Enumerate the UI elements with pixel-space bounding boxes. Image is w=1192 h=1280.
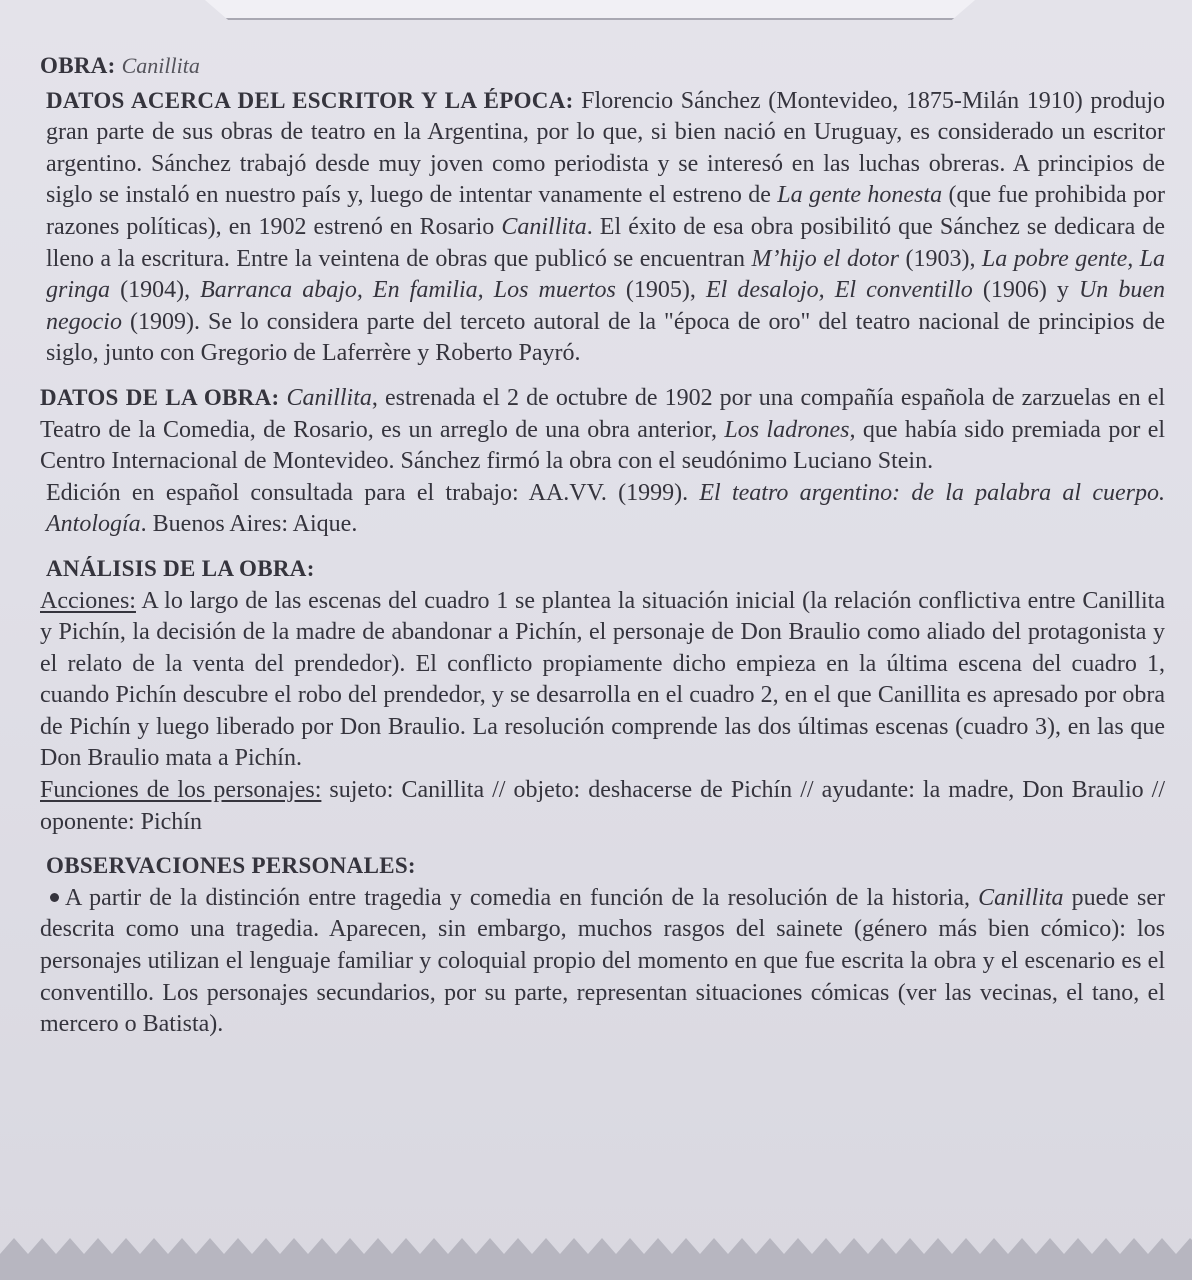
datos-obra-italic-2: Los ladrones, (724, 416, 856, 443)
observaciones-paragraph (40, 883, 1165, 1041)
escritor-italic-4: La pobre gente, La gringa (46, 245, 1166, 304)
escritor-text-7: (1906) y (972, 277, 1079, 304)
escritor-heading: DATOS ACERCA DEL ESCRITOR Y LA ÉPOCA: (46, 87, 574, 113)
obra-label: OBRA: (40, 53, 116, 78)
obra-value: Canillita (121, 53, 200, 78)
escritor-text-8: (1909). Se lo considera parte del terceto autoral de la "época de oro" del teatro nacional de principios de siglo, junto con Gregorio de Laferrère y Roberto Payró. (46, 308, 1165, 367)
edicion-line (40, 478, 1165, 541)
spacer (40, 838, 1165, 850)
observaciones-heading: OBSERVACIONES PERSONALES: (46, 853, 416, 879)
escritor-text-1: Florencio Sánchez (Montevideo, 1875-Milán 1910) produjo gran parte de sus obras de teatro en la Argentina, por lo que, si bien nació en Uruguay, es considerado un escritor argentino. Sánchez trabajó desde muy joven como periodista y se interesó en las luchas obreras. A principios de siglo se instaló en nuestro país y, luego de intentar vanamente el estreno de (46, 87, 1165, 209)
zigzag-border (0, 1230, 1192, 1280)
datos-obra-text-1: , estrenada el 2 de octubre de 1902 por una compañía española de zarzuelas en el Teatro de la Comedia, de Rosario, es un arreglo de una obra anterior, (40, 384, 1165, 443)
funciones-paragraph (40, 775, 1165, 838)
escritor-text-2: (que fue prohibida por razones políticas), en 1902 estrenó en Rosario (46, 182, 1166, 240)
funciones-label: Funciones de los personajes: (40, 777, 322, 804)
edicion-text-1: Edición en español consultada para el trabajo: AA.VV. (1999). (46, 479, 700, 506)
escritor-italic-1: La gente honesta (777, 182, 943, 209)
datos-obra-italic-1: Canillita (286, 384, 372, 411)
escritor-italic-7: Un buen negocio (46, 277, 1166, 335)
escritor-text-3: . El éxito de esa obra posibilitó que Sánchez se dedicara de lleno a la escritura. Entre la veintena de obras que publicó se encuentran (46, 213, 1165, 272)
edicion-text-2: . Buenos Aires: Aique. (140, 511, 358, 538)
funciones-text: sujeto: Canillita // objeto: deshacerse de Pichín // ayudante: la madre, Don Braulio // oponente: Pichín (40, 777, 1165, 835)
observaciones-text-1: A partir de la distinción entre tragedia y comedia en función de la resolución de la historia, (65, 884, 979, 911)
spacer (40, 370, 1165, 382)
escritor-italic-3: M’hijo el dotor (751, 245, 900, 272)
analisis-heading-line (40, 553, 1165, 586)
datos-obra-heading: DATOS DE LA OBRA: (40, 384, 280, 410)
observaciones-italic-1: Canillita (978, 884, 1064, 911)
observaciones-heading-line (40, 850, 1165, 883)
escritor-text-4: (1903), (899, 245, 982, 272)
escritor-section (40, 85, 1165, 370)
page-top-tab (205, 0, 975, 20)
escritor-italic-2: Canillita (501, 213, 587, 240)
acciones-text: A lo largo de las escenas del cuadro 1 se plantea la situación inicial (la relación conflictiva entre Canillita y Pichín, la decisión de la madre de abandonar a Pichín, el personaje de Don Braulio como aliado del protagonista y el relato de la venta del prendedor). El conflicto propiamente dicho empieza en la última escena del cuadro 1, cuando Pichín descubre el robo del prendedor, y se desarrolla en el cuadro 2, en el que Canillita es apresado por obra de Pichín y luego liberado por Don Braulio. La resolución comprende las dos últimas escenas (cuadro 3), en las que Don Braulio mata a Pichín. (40, 587, 1165, 772)
escritor-italic-5: Barranca abajo, En familia, Los muertos (200, 277, 616, 304)
escritor-text-5: (1904), (110, 277, 201, 304)
bullet-icon (50, 893, 59, 902)
analisis-heading: ANÁLISIS DE LA OBRA: (46, 555, 315, 581)
datos-obra-section (40, 382, 1165, 478)
acciones-paragraph (40, 586, 1165, 776)
document-body (40, 50, 1165, 1041)
acciones-label: Acciones: (40, 587, 136, 614)
escritor-italic-6: El desalojo, El conventillo (705, 277, 973, 304)
observaciones-text-2: puede ser descrita como una tragedia. Aparecen, sin embargo, muchos rasgos del sainete (género más bien cómico): los personajes utilizan el lenguaje familiar y coloquial propio del momento en que fue escrita la obra y el escenario es el conventillo. Los personajes secundarios, por su parte, representan situaciones cómicas (ver las vecinas, el tano, el mercero o Batista). (40, 884, 1166, 1038)
datos-obra-text-2: que había sido premiada por el Centro Internacional de Montevideo. Sánchez firmó la obra con el seudónimo Luciano Stein. (40, 416, 1166, 475)
escritor-text-6: (1905), (615, 277, 706, 304)
obra-line (40, 50, 1165, 83)
edicion-italic: El teatro argentino: de la palabra al cuerpo. Antología (46, 479, 1166, 538)
spacer (40, 541, 1165, 553)
